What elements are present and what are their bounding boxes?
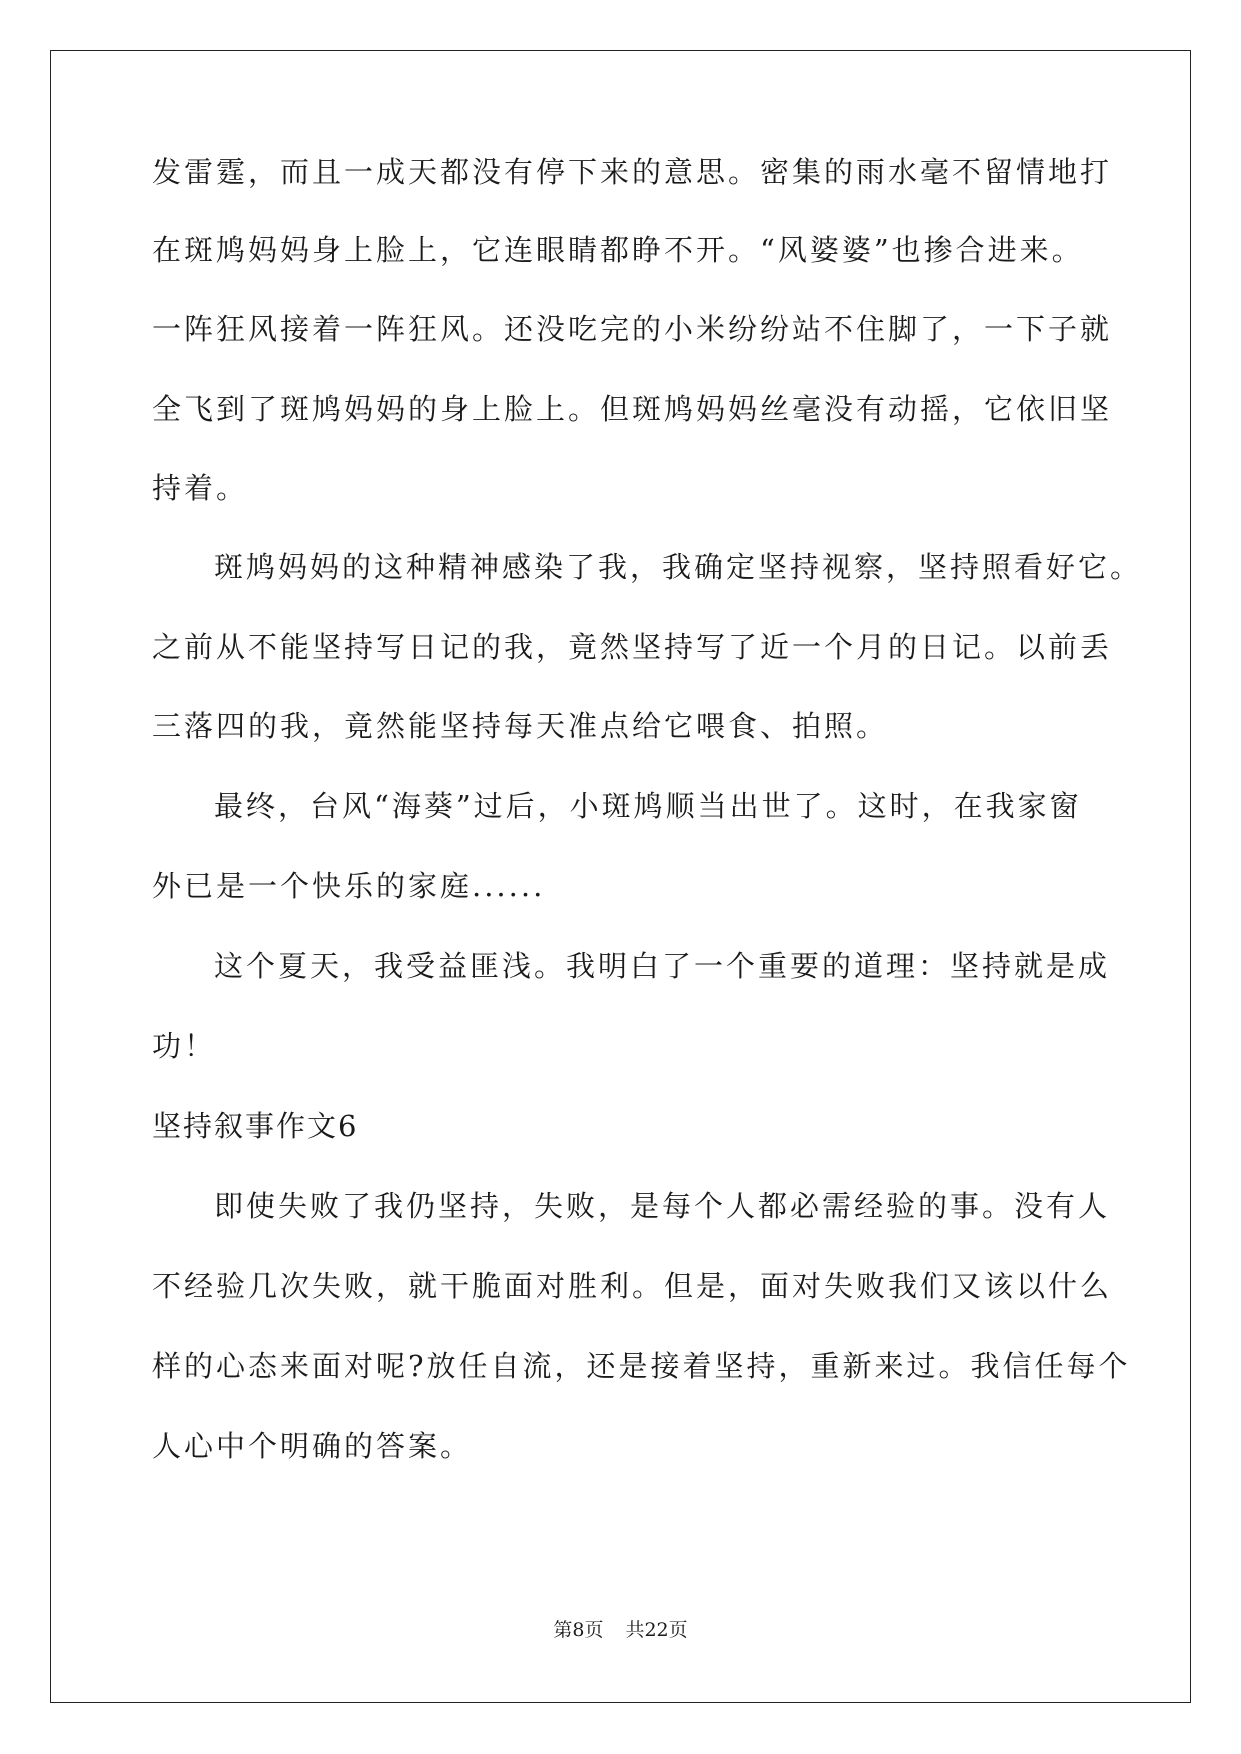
paragraph-start-line: 即使失败了我仍坚持，失败，是每个人都必需经验的事。没有人 bbox=[214, 1189, 1111, 1223]
page-number-current: 第8页 bbox=[553, 1619, 604, 1641]
body-line: 外已是一个快乐的家庭...... bbox=[152, 869, 546, 903]
section-heading: 坚持叙事作文6 bbox=[152, 1109, 359, 1143]
body-line: 在斑鸠妈妈身上脸上，它连眼睛都睁不开。“风婆婆”也掺合进来。 bbox=[152, 233, 1084, 267]
page-footer bbox=[0, 1618, 1241, 1642]
body-line: 全飞到了斑鸠妈妈的身上脸上。但斑鸠妈妈丝毫没有动摇，它依旧坚 bbox=[152, 392, 1113, 426]
paragraph-start-line: 最终，台风“海葵”过后，小斑鸠顺当出世了。这时，在我家窗 bbox=[214, 789, 1082, 823]
body-line: 发雷霆，而且一成天都没有停下来的意思。密集的雨水毫不留情地打 bbox=[152, 155, 1113, 189]
body-line: 样的心态来面对呢?放任自流，还是接着坚持，重新来过。我信任每个 bbox=[152, 1349, 1131, 1383]
paragraph-start-line: 斑鸠妈妈的这种精神感染了我，我确定坚持视察，坚持照看好它。 bbox=[214, 550, 1143, 584]
body-line: 三落四的我，竟然能坚持每天准点给它喂食、拍照。 bbox=[152, 709, 889, 743]
body-line: 不经验几次失败，就干脆面对胜利。但是，面对失败我们又该以什么 bbox=[152, 1269, 1113, 1303]
body-line: 持着。 bbox=[152, 471, 249, 505]
body-line: 一阵狂风接着一阵狂风。还没吃完的小米纷纷站不住脚了，一下子就 bbox=[152, 312, 1113, 346]
body-line: 人心中个明确的答案。 bbox=[152, 1429, 473, 1463]
body-line: 功！ bbox=[152, 1029, 217, 1063]
paragraph-start-line: 这个夏天，我受益匪浅。我明白了一个重要的道理：坚持就是成 bbox=[214, 949, 1111, 983]
page-number-total: 共22页 bbox=[625, 1619, 688, 1641]
body-line: 之前从不能坚持写日记的我，竟然坚持写了近一个月的日记。以前丢 bbox=[152, 630, 1113, 664]
